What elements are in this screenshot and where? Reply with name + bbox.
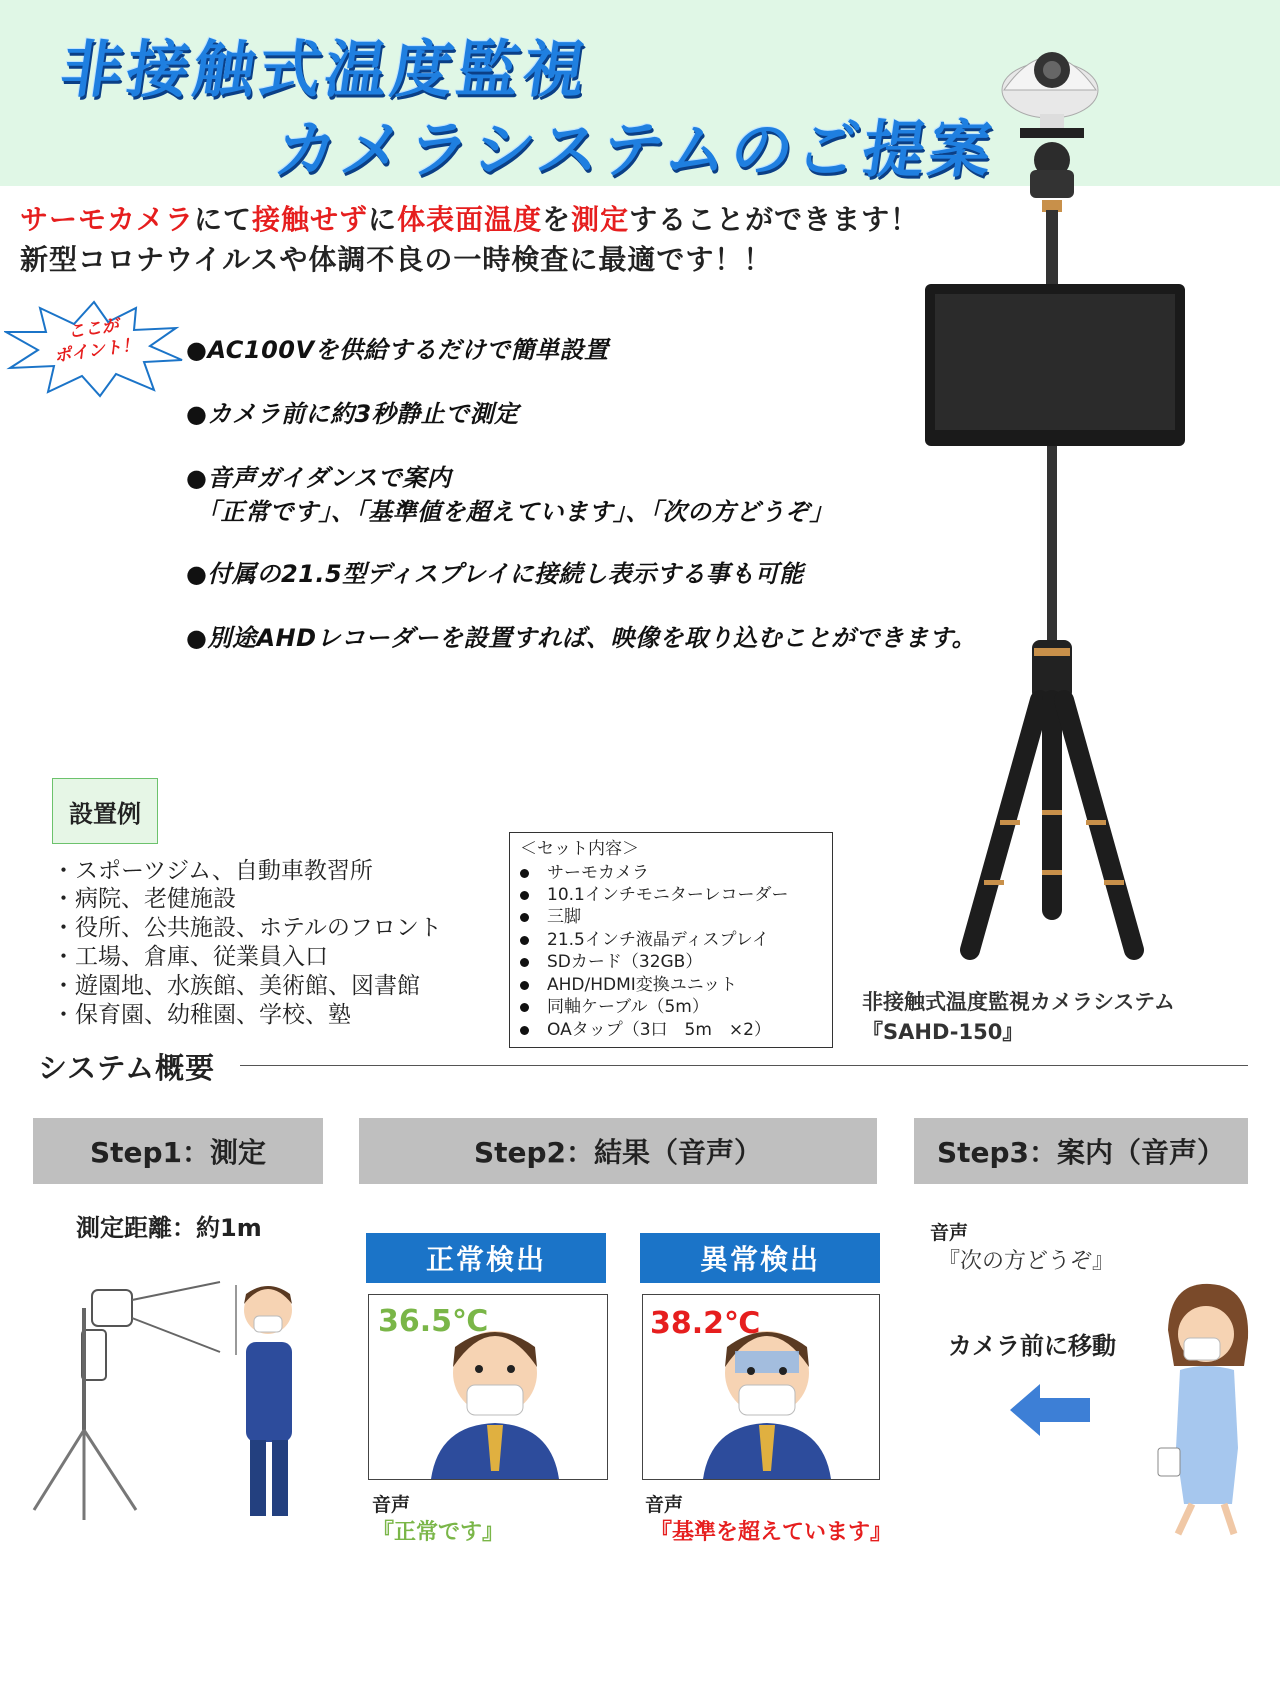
page-title-line2: カメラシステムのご提案: [270, 113, 1001, 186]
step3-voice-text: 『次の方どうぞ』: [938, 1249, 1115, 1274]
set-item: [520, 1015, 771, 1040]
install-item: ・遊園地、水族館、美術館、図書館: [52, 973, 420, 999]
set-item: [520, 947, 702, 972]
install-example-label: 設置例: [52, 778, 158, 844]
abnormal-detect-header: 異常検出: [640, 1233, 880, 1283]
point-badge-line2: ポイント！: [53, 335, 141, 367]
intro-line1: [20, 198, 919, 238]
move-to-camera-text: カメラ前に移動: [948, 1332, 1116, 1360]
page-title-line1: 非接触式温度監視: [56, 33, 595, 106]
normal-voice-text: 『正常です』: [372, 1520, 505, 1545]
set-contents-title: ＜セット内容＞: [520, 839, 639, 859]
left-arrow-icon: [1008, 1380, 1092, 1440]
intro-text: を: [542, 203, 572, 236]
install-item: ・保育園、幼稚園、学校、塾: [52, 1002, 351, 1028]
intro-emphasis: サーモカメラ: [20, 203, 195, 236]
normal-voice-label: 音声: [372, 1494, 411, 1516]
abnormal-temperature: 38.2℃: [650, 1306, 761, 1341]
intro-emphasis: 測定: [571, 203, 630, 236]
set-item-label: 10.1インチモニターレコーダー: [547, 885, 789, 905]
feature-item: ●カメラ前に約3秒静止で測定: [186, 400, 519, 428]
install-item: ・役所、公共施設、ホテルのフロント: [52, 915, 442, 941]
set-item-label: 三脚: [547, 907, 581, 927]
abnormal-voice-text: 『基準を超えています』: [650, 1520, 893, 1545]
set-item-label: サーモカメラ: [547, 863, 649, 883]
step2-header: Step2：結果（音声）: [359, 1118, 877, 1184]
measure-distance: 測定距離：約1m: [76, 1214, 262, 1242]
set-item-label: AHD/HDMI変換ユニット: [547, 975, 738, 995]
step3-header: Step3：案内（音声）: [914, 1118, 1248, 1184]
install-item: ・病院、老健施設: [52, 886, 236, 912]
set-item: [520, 992, 709, 1017]
intro-text: に: [368, 203, 398, 236]
product-caption-line2: 『SAHD-150』: [862, 1020, 1024, 1044]
set-item-label: OAタップ（3口 5m ×2）: [547, 1020, 771, 1040]
step3-voice-label: 音声: [930, 1222, 969, 1244]
set-item-label: 21.5インチ液晶ディスプレイ: [547, 930, 769, 950]
install-item: ・工場、倉庫、従業員入口: [52, 944, 328, 970]
set-item-label: 同軸ケーブル（5m）: [547, 997, 709, 1017]
intro-text: することができます！: [629, 203, 920, 236]
overview-title: システム概要: [38, 1051, 216, 1085]
businesswoman-with-mask: [1140, 1278, 1260, 1540]
feature-item-voice-examples: 「正常です」、「基準値を超えています」、「次の方どうぞ」: [196, 498, 834, 526]
normal-temperature: 36.5℃: [378, 1304, 489, 1339]
feature-item: ●音声ガイダンスで案内: [186, 464, 452, 492]
product-caption-line1: 非接触式温度監視カメラシステム: [862, 990, 1175, 1014]
intro-emphasis: 体表面温度: [397, 203, 543, 236]
set-item-label: SDカード（32GB）: [547, 952, 703, 972]
install-item: ・スポーツジム、自動車教習所: [52, 858, 373, 884]
feature-item: ●付属の21.5型ディスプレイに接続し表示する事も可能: [186, 560, 804, 588]
normal-detect-header: 正常検出: [366, 1233, 606, 1283]
feature-item: ●別途AHDレコーダーを設置すれば、映像を取り込むことができます。: [186, 624, 977, 652]
feature-item: ●AC100Vを供給するだけで簡単設置: [186, 336, 609, 364]
set-item: [520, 902, 581, 927]
intro-line2: 新型コロナウイルスや体調不良の一時検査に最適です！！: [20, 243, 773, 276]
intro-emphasis: 接触せず: [252, 203, 369, 236]
thermal-camera-tripod-illustration: [900, 20, 1200, 970]
overview-divider: [240, 1065, 1248, 1066]
point-badge-line1: ここが: [66, 315, 121, 343]
intro-text: にて: [194, 203, 253, 236]
abnormal-voice-label: 音声: [645, 1494, 684, 1516]
step1-header: Step1：測定: [33, 1118, 323, 1184]
measurement-scene-illustration: [24, 1260, 324, 1530]
